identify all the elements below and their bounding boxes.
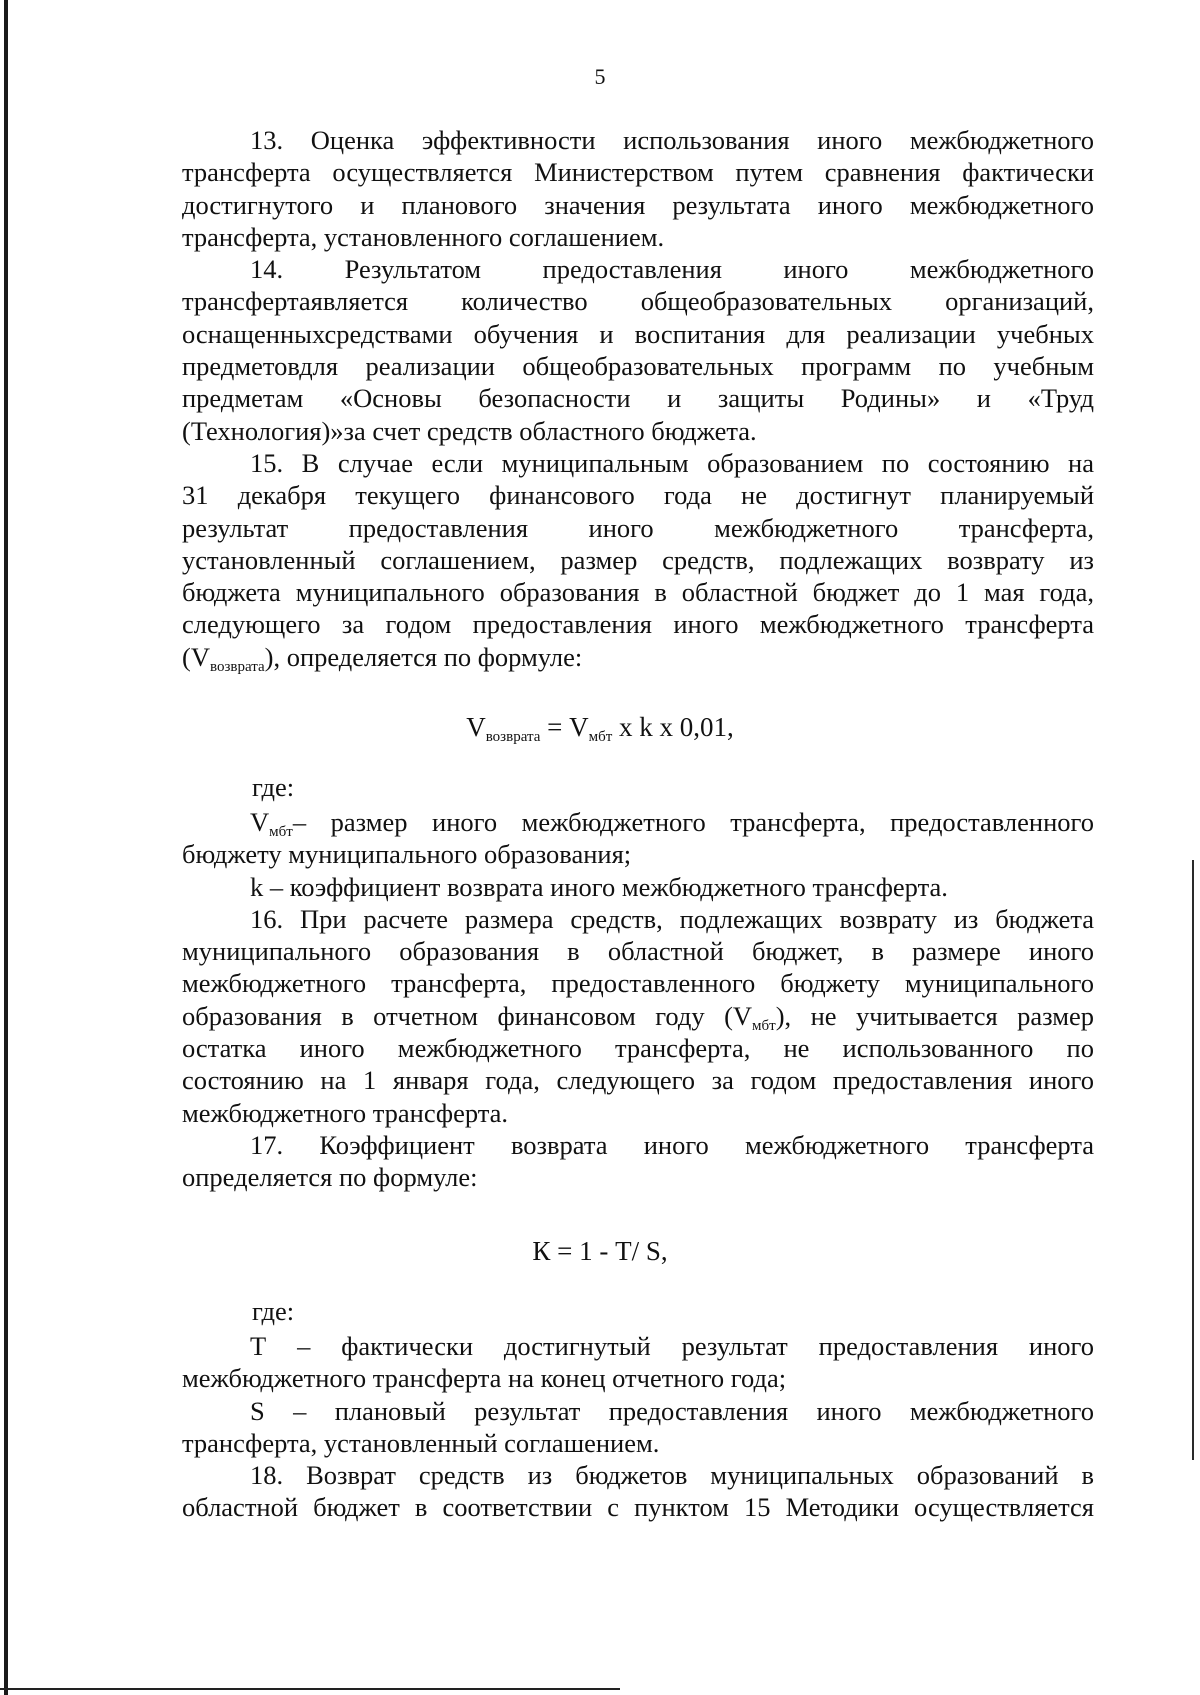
where-label: где: (252, 772, 295, 802)
text-line: трансфертаявляется количество общеобразовательных организаций, (182, 286, 1094, 317)
text-line: 18. Возврат средств из бюджетов муниципальных образований в (250, 1460, 1094, 1491)
v-close: ), определяется по формуле: (264, 641, 583, 672)
text-line: (Технология)»за счет средств областного бюджета. (182, 415, 757, 446)
formula-mid: = V (540, 712, 589, 742)
page-number: 5 (594, 64, 606, 89)
formula-var: V (466, 712, 486, 742)
scan-edge-left (4, 0, 8, 1695)
formula-tail: x k x 0,01, (612, 712, 734, 742)
text-line: 15. В случае если муниципальным образованием по состоянию на (250, 447, 1094, 478)
text-line: бюджету муниципального образования; (182, 839, 632, 870)
def-rest: – размер иного межбюджетного трансферта, предоставленного (292, 807, 1094, 837)
text-line: 31 декабря текущего финансового года не достигнут планируемый (182, 480, 1094, 511)
text-line (182, 1000, 1094, 1032)
text-line: установленный соглашением, размер средств, подлежащих возврату из (182, 544, 1094, 575)
v-subscript: возврата (209, 658, 265, 675)
formula-return (0, 712, 1200, 743)
text-line: достигнутого и планового значения результата иного межбюджетного (182, 189, 1094, 220)
formula-sub: мбт (588, 729, 613, 745)
text-line: 13. Оценка эффективности использования иного межбюджетного (250, 125, 1094, 155)
v-open: (V (182, 641, 210, 672)
def-sub: мбт (269, 824, 293, 840)
text-line: состоянию на 1 января года, следующего за годом предоставления иного (182, 1065, 1094, 1096)
line-part: образования в отчетном финансовом году (V (182, 1000, 753, 1031)
text-line: 17. Коэффициент возврата иного межбюджетного трансферта (250, 1129, 1094, 1160)
text-line (182, 806, 1094, 838)
text-line: областной бюджет в соответствии с пунктом 15 Методики осуществляется (182, 1492, 1094, 1523)
text-line: оснащенныхсредствами обучения и воспитания для реализации учебных (182, 318, 1094, 349)
text-block-a (182, 124, 1094, 673)
text-line: Т – фактически достигнутый результат предоставления иного (250, 1331, 1094, 1361)
text-line: 14. Результатом предоставления иного межбюджетного (250, 254, 1094, 285)
text-line: трансферта, установленного соглашением. (182, 221, 665, 252)
text-block-b (182, 806, 1094, 1194)
text-line: остатка иного межбюджетного трансферта, не использованного по (182, 1033, 1094, 1064)
line-part: ), не учитывается размер (775, 1000, 1095, 1031)
text-line: межбюджетного трансферта. (182, 1097, 509, 1128)
text-line: трансферта, установленный соглашением. (182, 1427, 660, 1458)
text-line: определяется по формуле: (182, 1162, 478, 1193)
text-line: предметам «Основы безопасности и защиты Родины» и «Труд (182, 383, 1094, 414)
formula-sub: возврата (485, 729, 541, 745)
text-line: результат предоставления иного межбюджетного трансферта, (182, 512, 1094, 543)
text-line: S – плановый результат предоставления иного межбюджетного (250, 1395, 1094, 1426)
text-line: 16. При расчете размера средств, подлежащих возврату из бюджета (250, 903, 1094, 934)
text-line (182, 641, 1094, 673)
formula-coefficient: К = 1 - Т/ S, (532, 1236, 668, 1266)
text-line: следующего за годом предоставления иного межбюджетного трансферта (182, 609, 1094, 640)
text-line: предметовдля реализации общеобразовательных программ по учебным (182, 351, 1094, 382)
text-line: межбюджетного трансферта на конец отчетного года; (182, 1363, 787, 1394)
def-var: V (250, 807, 270, 837)
text-block-c (182, 1330, 1094, 1524)
text-line: бюджета муниципального образования в областной бюджет до 1 мая года, (182, 577, 1094, 608)
text-line: трансферта осуществляется Министерством путем сравнения фактически (182, 157, 1094, 188)
scan-edge-right (1192, 860, 1194, 1460)
line-sub: мбт (752, 1017, 776, 1034)
scan-edge-bottom (0, 1688, 620, 1690)
text-line: муниципального образования в областной бюджет, в размере иного (182, 936, 1094, 967)
text-line: межбюджетного трансферта, предоставленного бюджету муниципального (182, 968, 1094, 999)
where-label: где: (252, 1296, 295, 1326)
text-line: k – коэффициент возврата иного межбюджетного трансферта. (250, 871, 948, 902)
